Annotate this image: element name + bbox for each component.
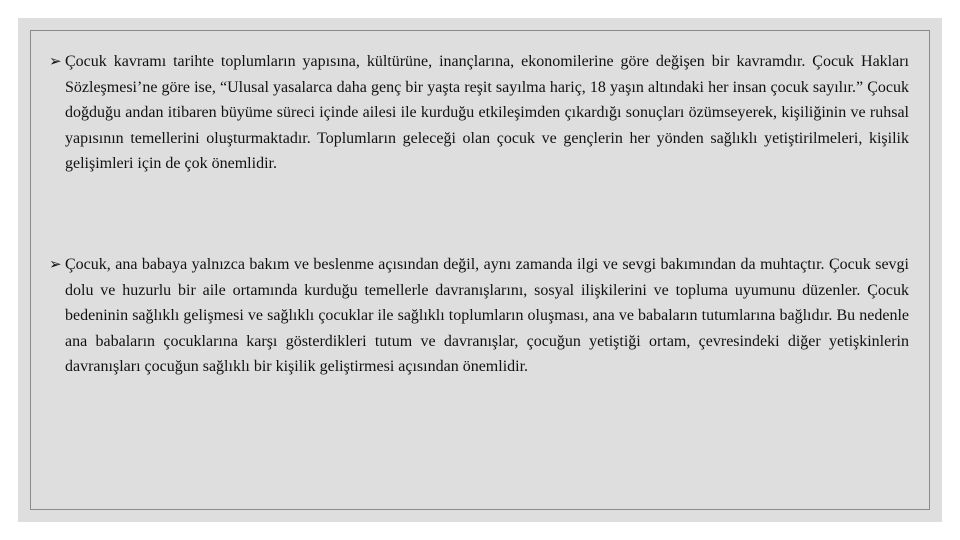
bullet-paragraph-1: [49, 49, 909, 177]
bullet-paragraph-2: [49, 252, 909, 380]
arrow-bullet-icon: ➢: [49, 255, 62, 273]
bullet-text-2: Çocuk, ana babaya yalnızca bakım ve beslenme açısından değil, aynı zamanda ilgi ve sevgi bakımından da muhtaçtır. Çocuk sevgi dolu ve huzurlu bir aile ortamında kurduğu temellerle davranışlarını, sosyal ilişkilerini ve topluma uyumunu düzenler. Çocuk bedeninin sağlıklı gelişmesi ve sağlıklı çocuklar ile sağlıklı toplumların oluşması, ana ve babaların tutumlarına bağlıdır. Bu nedenle ana babaların çocuklarına karşı gösterdikleri tutum ve davranışlar, çocuğun yetiştiği ortam, çevresindeki diğer yetişkinlerin davranışları çocuğun sağlıklı bir kişilik geliştirmesi açısından önemlidir.: [65, 256, 909, 375]
content-panel: [30, 30, 930, 510]
bullet-text-1: Çocuk kavramı tarihte toplumların yapısına, kültürüne, inançlarına, ekonomilerine göre değişen bir kavramdır. Çocuk Hakları Sözleşmesi’ne göre ise, “Ulusal yasalarca daha genç bir yaşta reşit sayılma hariç, 18 yaşın altındaki her insan çocuk sayılır.” Çocuk doğduğu andan itibaren büyüme süreci içinde ailesi ile kurduğu etkileşimden çıkardığı sonuçları özümseyerek, kişiliğinin ve ruhsal yapısının temellerini oluşturmaktadır. Toplumların geleceği olan çocuk ve gençlerin her yönden sağlıklı yetiştirilmeleri, kişilik gelişimleri için de çok önemlidir.: [65, 53, 909, 172]
arrow-bullet-icon: ➢: [49, 52, 62, 70]
slide-background: [18, 18, 942, 522]
